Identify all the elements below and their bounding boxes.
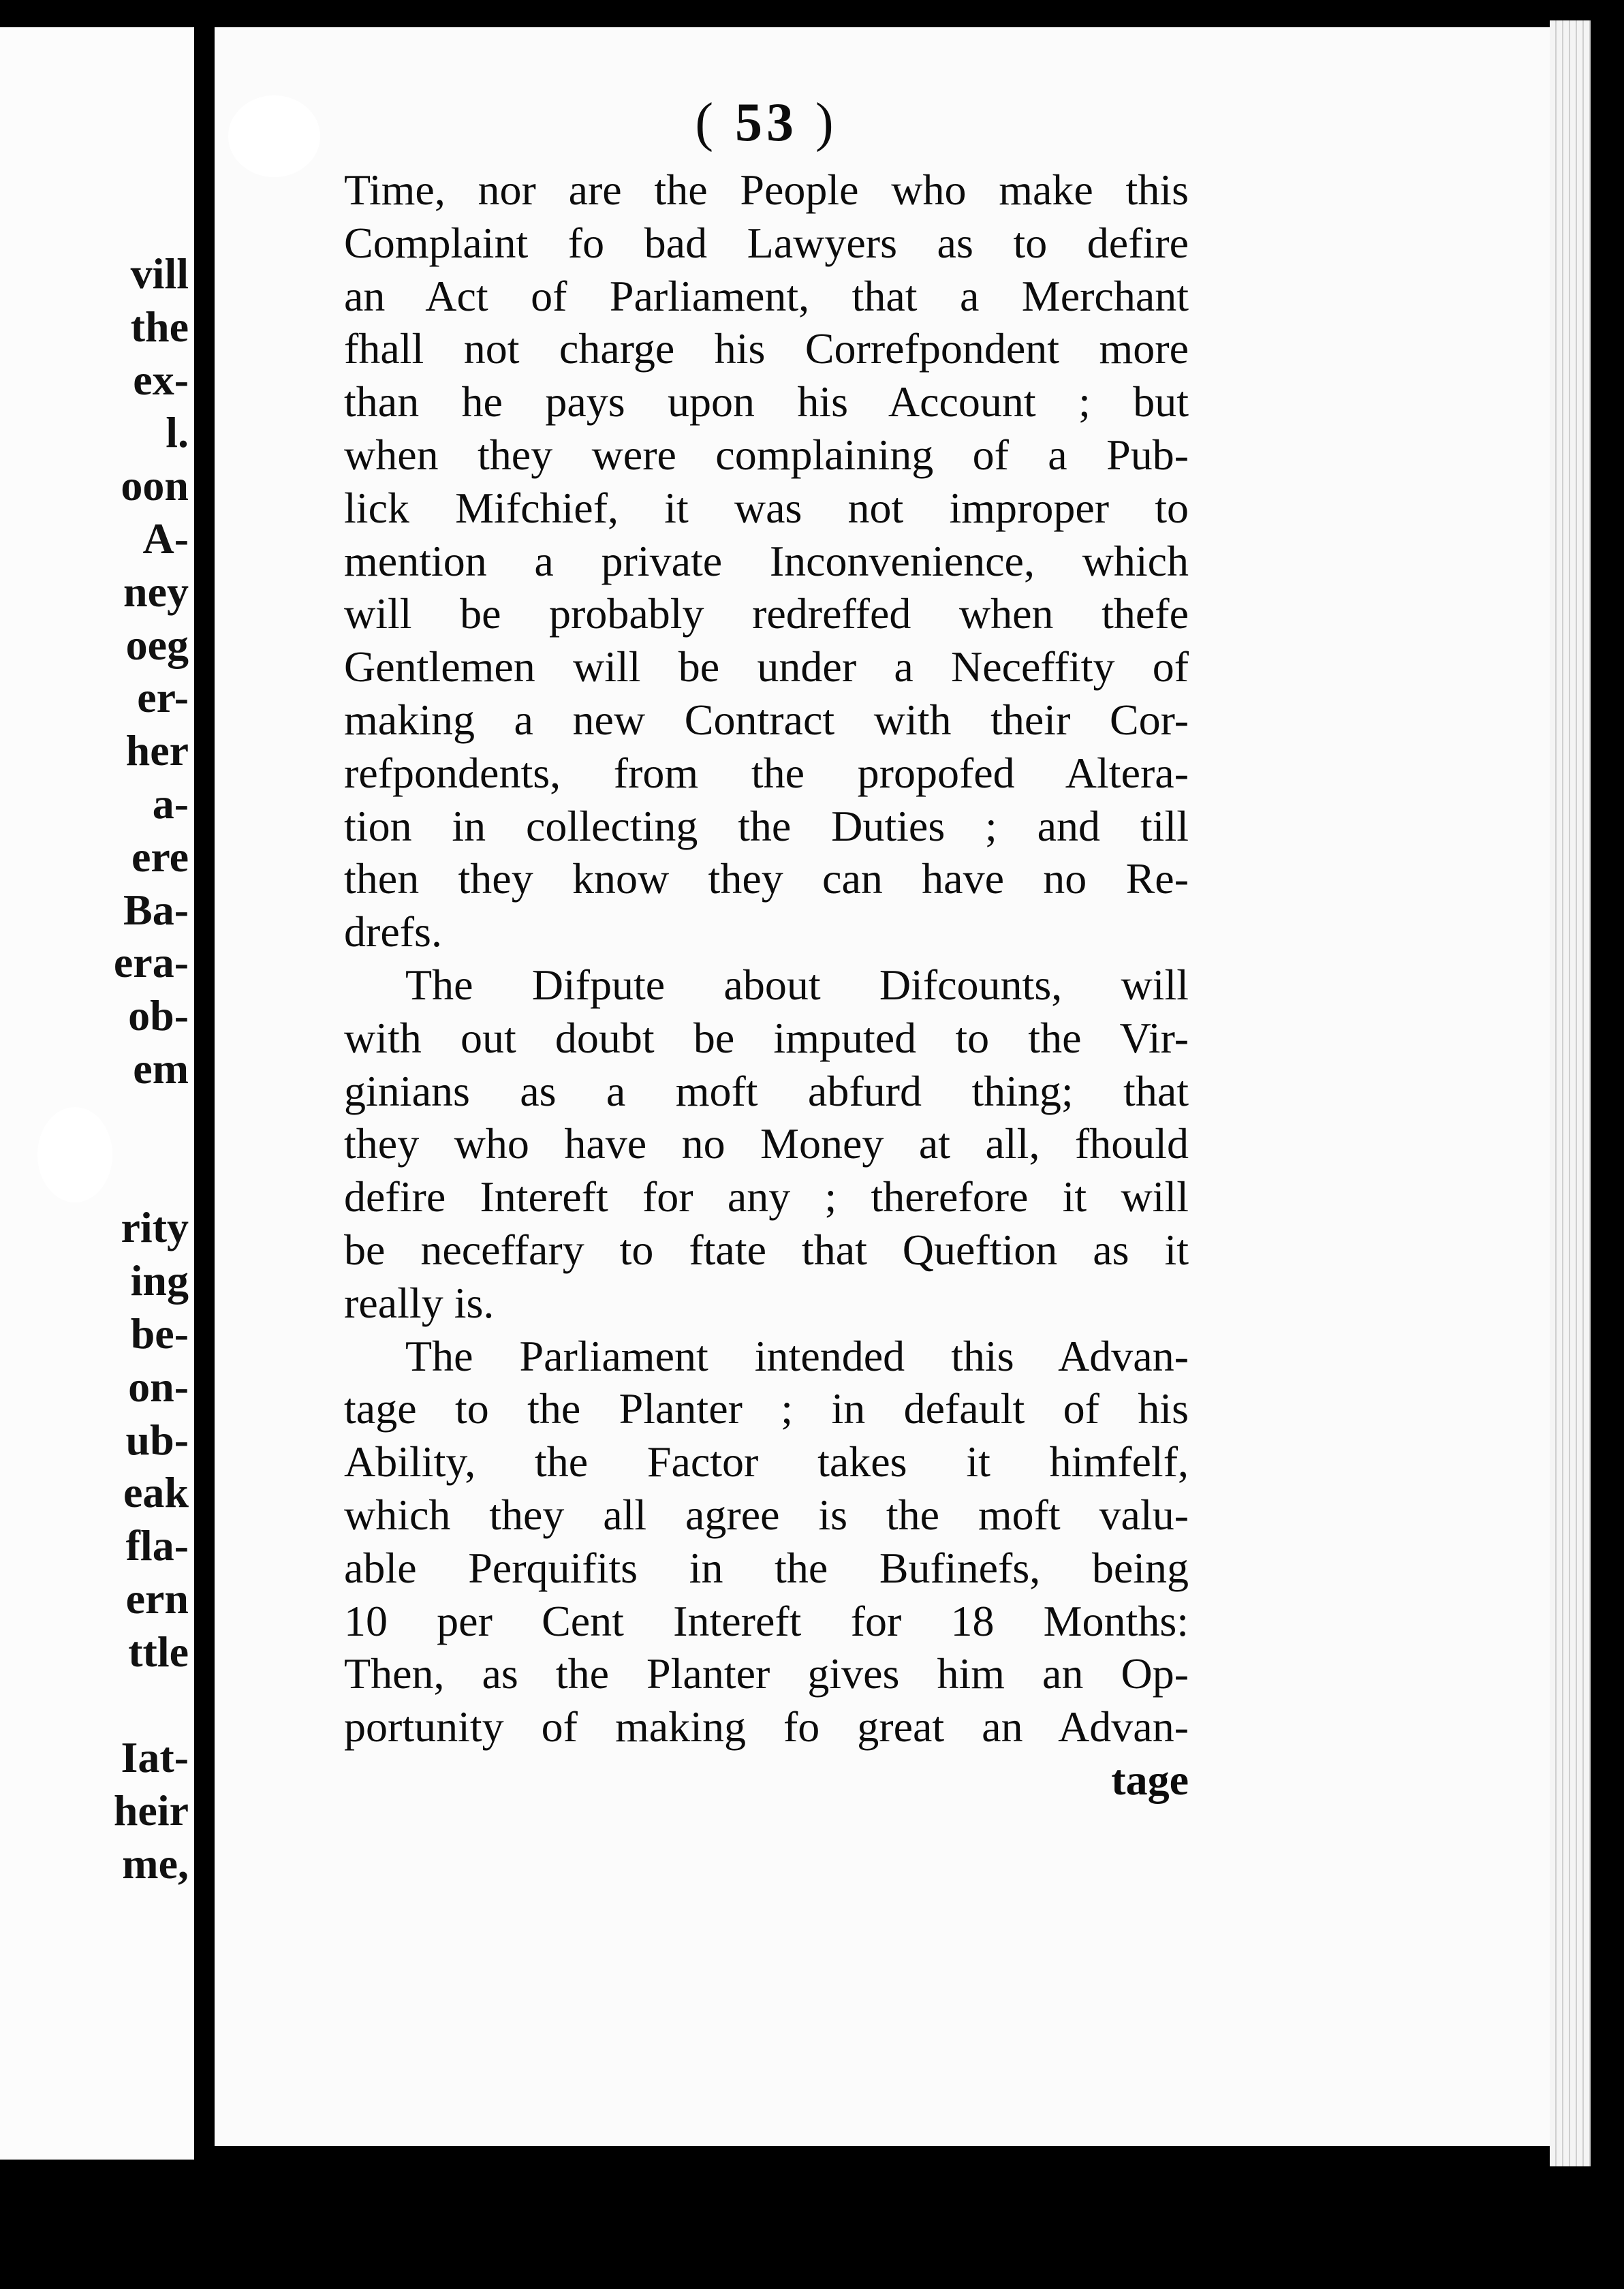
left-page-line: A-	[142, 514, 189, 563]
left-page-line: Ba-	[123, 885, 189, 934]
text-line: drefs.	[344, 907, 442, 956]
left-page-line: ere	[131, 832, 189, 881]
text-line: then they know they can have no Re-	[344, 854, 1189, 903]
left-page-line: her	[125, 726, 189, 775]
text-line: The Parliament intended this Advan-	[405, 1331, 1189, 1380]
text-line: ginians as a moft abfurd thing; that	[344, 1066, 1189, 1115]
left-page-line: era-	[113, 938, 189, 987]
left-page-line: oeg	[125, 620, 189, 669]
text-line: tage to the Planter ; in default of his	[344, 1384, 1189, 1433]
left-page-line: on-	[128, 1362, 189, 1411]
paragraph	[344, 959, 1189, 1330]
page-edges	[1550, 20, 1591, 2166]
text-line: which they all agree is the moft valu-	[344, 1490, 1189, 1539]
text-line: really is.	[344, 1278, 495, 1327]
text-line: defire Intereft for any ; therefore it will	[344, 1172, 1189, 1221]
text-line: 10 per Cent Intereft for 18 Months:	[344, 1596, 1189, 1645]
left-page-line: oon	[121, 461, 189, 510]
paper-spot	[228, 95, 320, 177]
left-page-line: fla-	[125, 1521, 189, 1570]
left-page-line: heir	[113, 1786, 189, 1835]
page-text	[344, 82, 1189, 1807]
text-line: able Perquifits in the Bufinefs, being	[344, 1543, 1189, 1592]
left-page-line: ern	[125, 1574, 189, 1623]
text-line: refpondents, from the propofed Altera-	[344, 748, 1189, 797]
text-line: lick Mifchief, it was not improper to	[344, 483, 1189, 532]
paper-spot	[37, 1107, 112, 1202]
left-page-line: rity	[121, 1203, 189, 1252]
left-page-line: ney	[123, 567, 189, 616]
text-line: portunity of making fo great an Advan-	[344, 1702, 1189, 1751]
text-line: Ability, the Factor takes it himfelf,	[344, 1437, 1189, 1486]
text-line: be neceffary to ftate that Queftion as it	[344, 1225, 1189, 1274]
text-line: making a new Contract with their Cor-	[344, 695, 1189, 744]
left-page-line: ex-	[133, 355, 189, 404]
text-line: with out doubt be imputed to the Vir-	[344, 1013, 1189, 1062]
left-page-line: l.	[166, 408, 189, 457]
text-line: when they were complaining of a Pub-	[344, 430, 1189, 479]
left-page-line: a-	[152, 779, 189, 828]
text-line: an Act of Parliament, that a Merchant	[344, 271, 1189, 320]
text-line: Then, as the Planter gives him an Op-	[344, 1649, 1189, 1698]
text-line: they who have no Money at all, fhould	[344, 1119, 1189, 1168]
page-number: ( 53 )	[695, 93, 838, 153]
page-number-value: 53	[735, 93, 798, 153]
left-page-line: em	[133, 1044, 189, 1093]
text-line: Gentlemen will be under a Neceffity of	[344, 642, 1189, 691]
left-page-line: er-	[137, 673, 189, 722]
body-text	[344, 164, 1189, 1754]
paragraph	[344, 1330, 1189, 1754]
left-page-line: vill	[130, 249, 189, 298]
left-page-line: eak	[123, 1468, 189, 1517]
left-page-line: Iat-	[121, 1733, 189, 1782]
catchword: tage	[1111, 1755, 1189, 1804]
left-page	[0, 27, 194, 2160]
left-page-line: ob-	[128, 991, 189, 1040]
text-line: Time, nor are the People who make this	[344, 166, 1189, 214]
left-page-line: be-	[130, 1309, 189, 1358]
left-page-line: ub-	[125, 1415, 189, 1464]
text-line: mention a private Inconvenience, which	[344, 536, 1189, 585]
left-page-line: ing	[130, 1256, 189, 1305]
text-line: fhall not charge his Correfpondent more	[344, 324, 1189, 373]
left-page-line: ttle	[128, 1627, 189, 1676]
paragraph	[344, 164, 1189, 959]
text-line: The Difpute about Difcounts, will	[405, 960, 1189, 1009]
text-line: Complaint fo bad Lawyers as to defire	[344, 218, 1189, 267]
text-line: tion in collecting the Duties ; and till	[344, 801, 1189, 850]
left-page-line: the	[130, 302, 189, 351]
left-page-line: me,	[122, 1839, 189, 1888]
text-line: will be probably redreffed when thefe	[344, 589, 1189, 638]
text-line: than he pays upon his Account ; but	[344, 377, 1189, 426]
